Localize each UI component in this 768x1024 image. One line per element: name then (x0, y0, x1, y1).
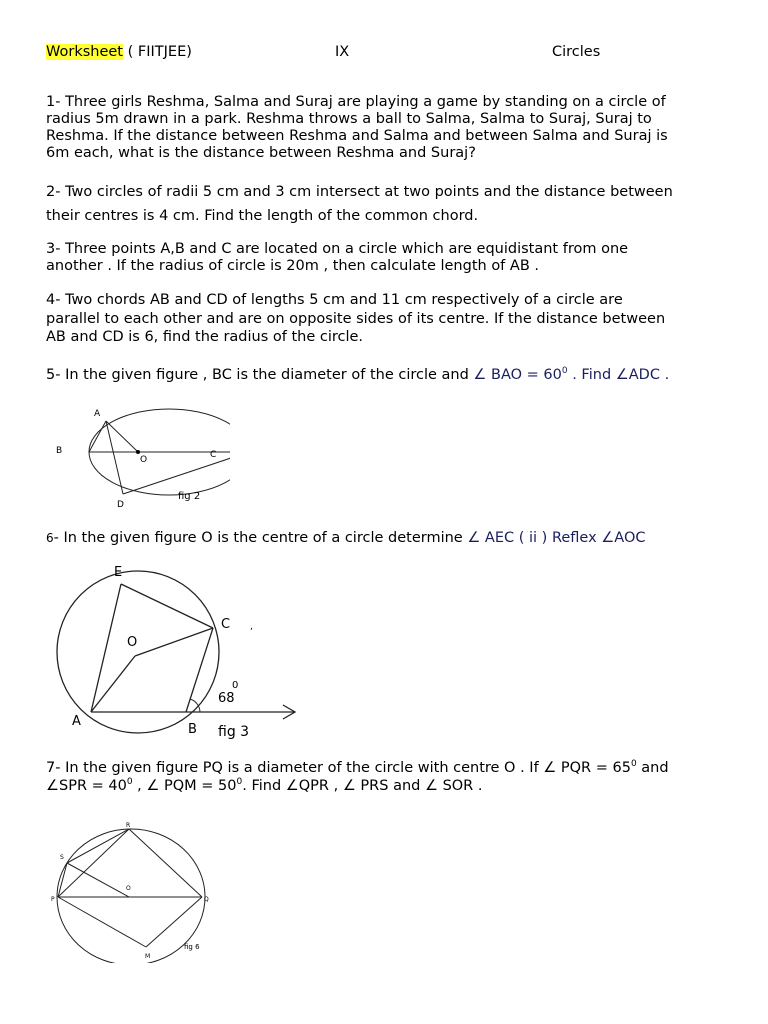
question-6-text: - In the given figure O is the centre of a circle determine (53, 530, 468, 546)
degree-mark: 0 (236, 777, 243, 787)
question-7-text: and (636, 760, 669, 776)
fig6-line-pm (58, 897, 146, 947)
fig3-label-c: C (221, 617, 231, 632)
question-3-line: 3- Three points A,B and C are located on a circle which are equidistant from one (46, 241, 629, 257)
fig2-label-d: D (117, 500, 124, 510)
question-7-line-1 (46, 759, 726, 777)
question-1-line: 1- Three girls Reshma, Salma and Suraj are playing a game by standing on a circle of (46, 94, 666, 110)
question-5-text: 5- In the given figure , BC is the diameter of the circle and (46, 367, 474, 383)
fig3-line-ec (121, 584, 213, 628)
fig2-label-b: B (56, 446, 63, 456)
question-6 (46, 530, 726, 547)
fig2-label-o: O (140, 455, 148, 465)
fig6-label-q: Q (204, 896, 209, 903)
question-5 (46, 367, 726, 384)
question-6-number: 6 (46, 531, 54, 545)
fig2-label-c: C (210, 450, 217, 460)
fig6-line-qm (146, 897, 202, 947)
fig3-angle-degree: 0 (232, 680, 239, 691)
question-4-line: AB and CD is 6, find the radius of the circle. (46, 329, 364, 345)
question-4-line: 4- Two chords AB and CD of lengths 5 cm and 11 cm respectively of a circle are (46, 292, 623, 308)
degree-mark: 0 (126, 777, 133, 787)
question-7-text: ∠SPR = 40 (46, 778, 127, 794)
question-3 (46, 241, 726, 275)
fig6-line-rs (67, 829, 129, 863)
question-4 (46, 291, 726, 347)
question-2 (46, 180, 726, 228)
fig2-line-ab (89, 421, 106, 452)
figure-3 (50, 558, 310, 744)
fig6-caption: fig 6 (184, 943, 200, 951)
fig2-caption: fig 2 (178, 491, 201, 502)
question-2-line: their centres is 4 cm. Find the length of the common chord. (46, 208, 479, 224)
fig6-label-o: O (126, 885, 131, 892)
question-2-line: 2- Two circles of radii 5 cm and 3 cm intersect at two points and the distance between (46, 184, 673, 200)
question-1-line: radius 5m drawn in a park. Reshma throws a ball to Salma, Salma to Suraj, Suraj to (46, 111, 652, 127)
figure-6 (46, 815, 251, 963)
fig3-angle-value: 68 (218, 691, 235, 706)
fig3-circle (57, 571, 219, 733)
fig6-label-s: S (60, 854, 64, 861)
question-7-text: . Find ∠QPR , ∠ PRS and ∠ SOR . (242, 778, 483, 794)
question-4-line: parallel to each other and are on opposite sides of its centre. If the distance between (46, 310, 666, 327)
fig3-caption: fig 3 (218, 724, 250, 740)
question-7-text: 7- In the given figure PQ is a diameter of the circle with centre O . If ∠ PQR = 65 (46, 760, 631, 776)
fig2-centre-dot (136, 450, 140, 454)
fig2-line-ao (106, 421, 138, 452)
fig3-label-a: A (72, 714, 81, 729)
grade-label: IX (335, 44, 350, 60)
fig6-circle (57, 829, 205, 963)
topic-label: Circles (552, 44, 601, 60)
worksheet-label: Worksheet (46, 44, 123, 60)
fig3-label-b: B (188, 722, 197, 737)
fig2-label-a: A (94, 409, 101, 419)
fig3-label-o: O (127, 635, 138, 650)
fig6-line-rp (58, 829, 129, 897)
fig6-label-r: R (126, 822, 131, 829)
question-6-ask: ∠ AEC ( ii ) Reflex ∠AOC (467, 530, 646, 546)
question-5-angle: ∠ BAO = 60 (473, 367, 562, 383)
worksheet-source: ( FIITJEE) (123, 44, 192, 60)
degree-mark: 0 (561, 366, 568, 376)
question-1-line: 6m each, what is the distance between Reshma and Suraj? (46, 145, 476, 161)
question-5-ask: . Find ∠ADC . (567, 367, 670, 383)
question-1 (46, 94, 726, 162)
question-7 (46, 759, 726, 795)
figure-2 (50, 400, 230, 512)
question-7-text: , ∠ PQM = 50 (132, 778, 237, 794)
fig6-label-m: M (145, 953, 151, 960)
fig6-label-p: P (51, 896, 55, 903)
fig3-line-oc (135, 628, 213, 656)
fig3-stray-mark: , (250, 622, 253, 632)
fig6-line-rq (129, 829, 202, 897)
question-7-line-2 (46, 777, 726, 795)
worksheet-title (46, 44, 192, 60)
question-1-line: Reshma. If the distance between Reshma and Salma and between Salma and Suraj is (46, 128, 668, 144)
question-3-line: another . If the radius of circle is 20m , then calculate length of AB . (46, 258, 539, 274)
degree-mark: 0 (630, 759, 637, 769)
fig3-label-e: E (114, 565, 123, 580)
